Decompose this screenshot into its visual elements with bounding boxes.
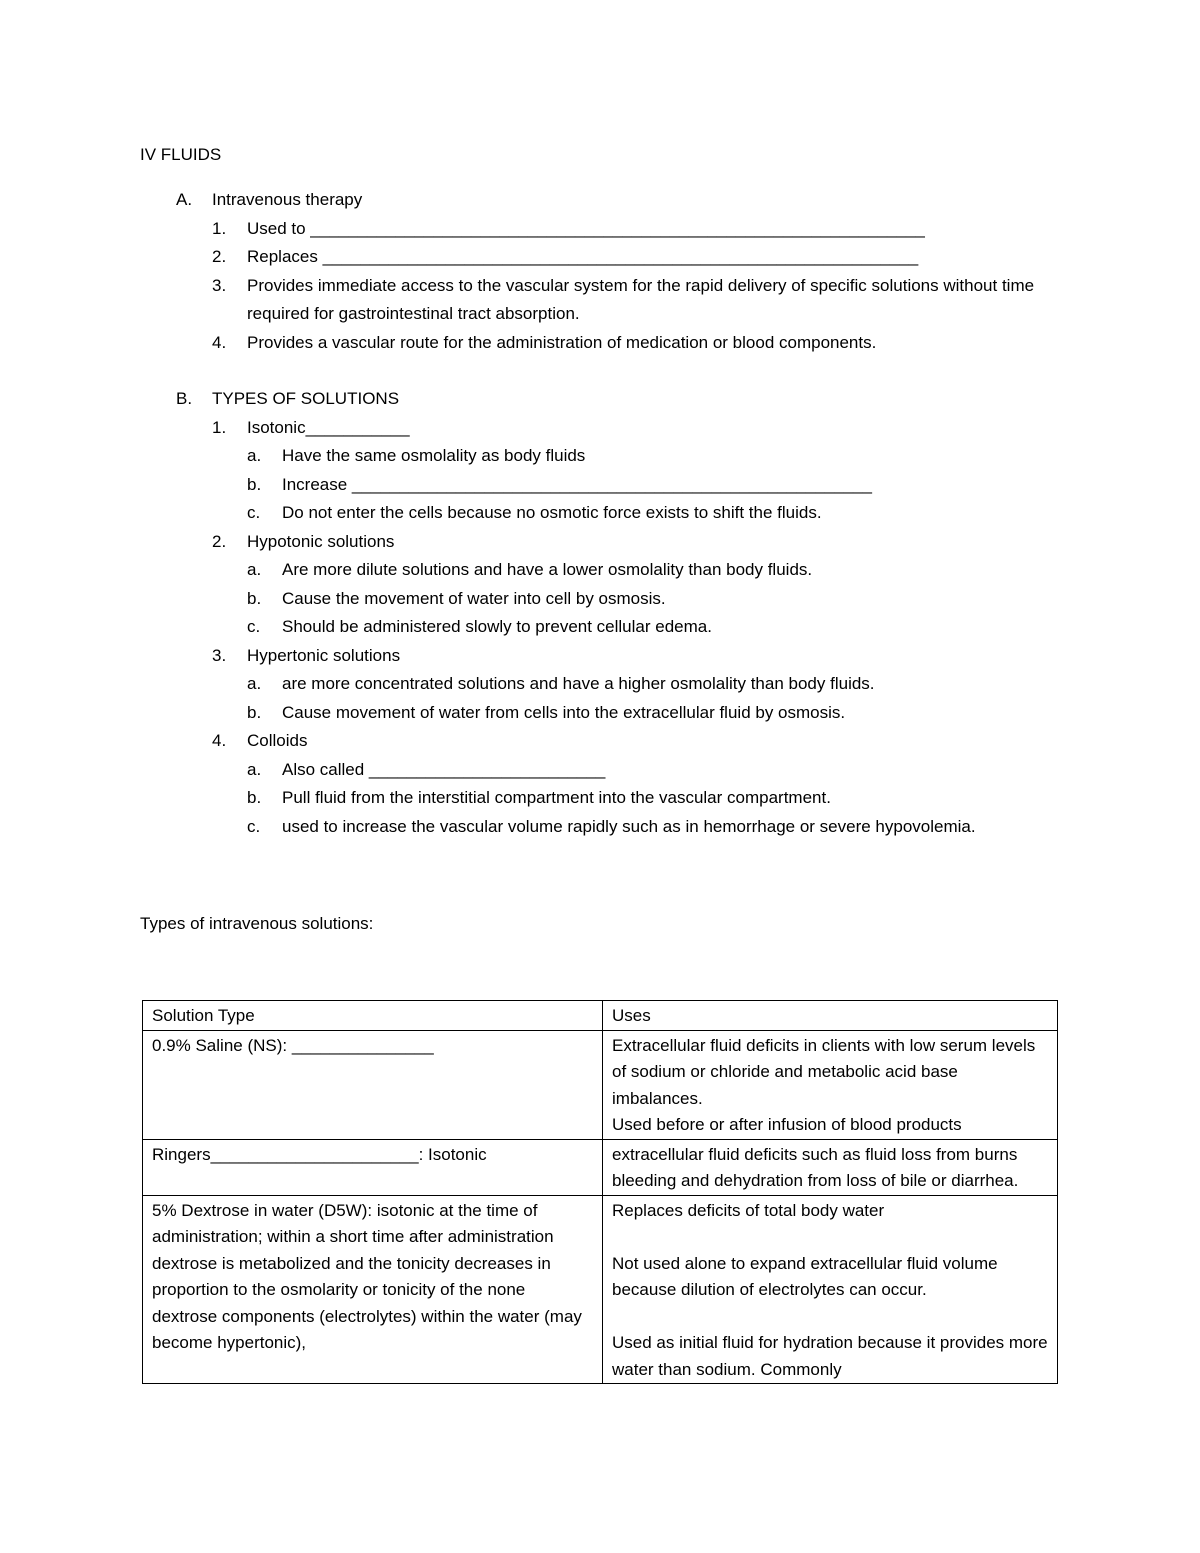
sub-list-marker: b. [247, 474, 262, 494]
solution-type-cell: 0.9% Saline (NS): _______________ [143, 1030, 603, 1139]
table-row [143, 1139, 1058, 1195]
uses-cell [603, 1195, 1058, 1384]
sub-list-marker: a. [247, 674, 262, 693]
solutions-table [142, 1000, 1058, 1384]
sub-list-marker: b. [247, 788, 262, 807]
list-marker: 3. [212, 645, 227, 665]
list-item [140, 642, 1060, 671]
list-item-text: Isotonic___________ [247, 417, 410, 437]
list-item-text: Hypertonic solutions [247, 645, 401, 665]
list-item [140, 727, 1060, 756]
sub-list-item-text: Increase _______________________________________________________ [282, 474, 872, 494]
table-row [143, 1195, 1058, 1384]
list-item [140, 272, 1060, 329]
section-marker: B. [176, 389, 193, 408]
list-item [140, 243, 1060, 272]
uses-paragraph: Replaces deficits of total body water [612, 1200, 885, 1220]
sub-list-item [140, 442, 1060, 471]
list-marker: 3. [212, 275, 227, 295]
sub-list-item-text: are more concentrated solutions and have a higher osmolality than body fluids. [282, 674, 875, 693]
sub-list-marker: b. [247, 588, 262, 608]
sub-list-item [140, 813, 982, 842]
column-header: Uses [603, 1001, 1058, 1031]
sub-list-item-text: Cause movement of water from cells into the extracellular fluid by osmosis. [282, 702, 846, 722]
list-item [140, 329, 1060, 358]
sub-list-item-text: Pull fluid from the interstitial compartment into the vascular compartment. [282, 788, 831, 807]
sub-list-item-text: Do not enter the cells because no osmotic force exists to shift the fluids. [282, 503, 822, 522]
list-marker: 2. [212, 531, 227, 551]
list-item [140, 215, 1060, 244]
list-marker: 2. [212, 247, 227, 266]
sub-list-item [140, 471, 1060, 500]
column-header: Solution Type [143, 1001, 603, 1031]
list-item-text: Replaces _______________________________________________________________ [247, 247, 919, 266]
uses-paragraph: Used as initial fluid for hydration because it provides more water than sodium. Commonly [612, 1333, 1048, 1379]
sub-list-item [140, 499, 1060, 528]
sub-list-item [140, 784, 1060, 813]
sub-list-item-text: Also called _________________________ [282, 759, 606, 779]
uses-paragraph: Extracellular fluid deficits in clients with low serum levels of sodium or chloride and metabolic acid base imbalances. [612, 1035, 1036, 1108]
list-item [140, 414, 1060, 443]
sub-list-item [140, 556, 1060, 585]
uses-paragraph: Not used alone to expand extracellular fluid volume because dilution of electrolytes can occur. [612, 1253, 998, 1299]
sub-list-marker: a. [247, 446, 262, 465]
section-heading-text: Intravenous therapy [212, 190, 363, 209]
list-marker: 4. [212, 332, 227, 352]
section-marker: A. [176, 190, 193, 209]
sub-list-item-text: used to increase the vascular volume rapidly such as in hemorrhage or severe hypovolemia. [282, 816, 976, 836]
outline [140, 186, 1060, 841]
section-heading-text: TYPES OF SOLUTIONS [212, 389, 400, 408]
uses-paragraph: Used before or after infusion of blood products [612, 1115, 962, 1134]
sub-list-item [140, 699, 1060, 728]
sub-list-marker: c. [247, 816, 261, 836]
sub-list-marker: c. [247, 617, 261, 636]
sub-list-item [140, 613, 1060, 642]
list-item-text: Colloids [247, 731, 308, 750]
table-caption: Types of intravenous solutions: [140, 914, 374, 933]
sub-list-marker: a. [247, 759, 262, 779]
section-heading [140, 385, 1060, 414]
uses-paragraph: extracellular fluid deficits such as fluid loss from burns bleeding and dehydration from loss of bile or diarrhea. [612, 1144, 1019, 1190]
page-title: IV FLUIDS [140, 145, 222, 164]
sub-list-item [140, 585, 1060, 614]
sub-list-marker: b. [247, 702, 262, 722]
sub-list-item-text: Are more dilute solutions and have a lower osmolality than body fluids. [282, 560, 813, 579]
sub-list-marker: a. [247, 560, 262, 579]
list-item-text: Provides a vascular route for the administration of medication or blood components. [247, 332, 877, 352]
sub-list-item-text: Cause the movement of water into cell by osmosis. [282, 588, 666, 608]
list-item-text: Hypotonic solutions [247, 531, 395, 551]
table-header-row [143, 1001, 1058, 1031]
uses-cell [603, 1139, 1058, 1195]
list-item-text: Provides immediate access to the vascular system for the rapid delivery of specific solutions without time required for gastrointestinal tract absorption. [247, 275, 1035, 323]
sub-list-item-text: Have the same osmolality as body fluids [282, 446, 586, 465]
uses-cell [603, 1030, 1058, 1139]
list-item [140, 528, 1060, 557]
sub-list-marker: c. [247, 503, 261, 522]
list-marker: 1. [212, 218, 227, 238]
section-heading [140, 186, 1060, 215]
sub-list-item [140, 670, 1060, 699]
list-item-text: Used to _________________________________________________________________ [247, 218, 925, 238]
list-marker: 1. [212, 417, 227, 437]
table-row [143, 1030, 1058, 1139]
sub-list-item-text: Should be administered slowly to prevent cellular edema. [282, 617, 712, 636]
sub-list-item [140, 756, 1060, 785]
solution-type-cell: Ringers______________________: Isotonic [143, 1139, 603, 1195]
list-marker: 4. [212, 731, 227, 750]
solution-type-cell: 5% Dextrose in water (D5W): isotonic at the time of administration; within a short time after administration dextrose is metabolized and the tonicity decreases in proportion to the osmolarity or tonicity of the none dextrose components (electrolytes) within the water (may become hypertonic), [143, 1195, 603, 1384]
